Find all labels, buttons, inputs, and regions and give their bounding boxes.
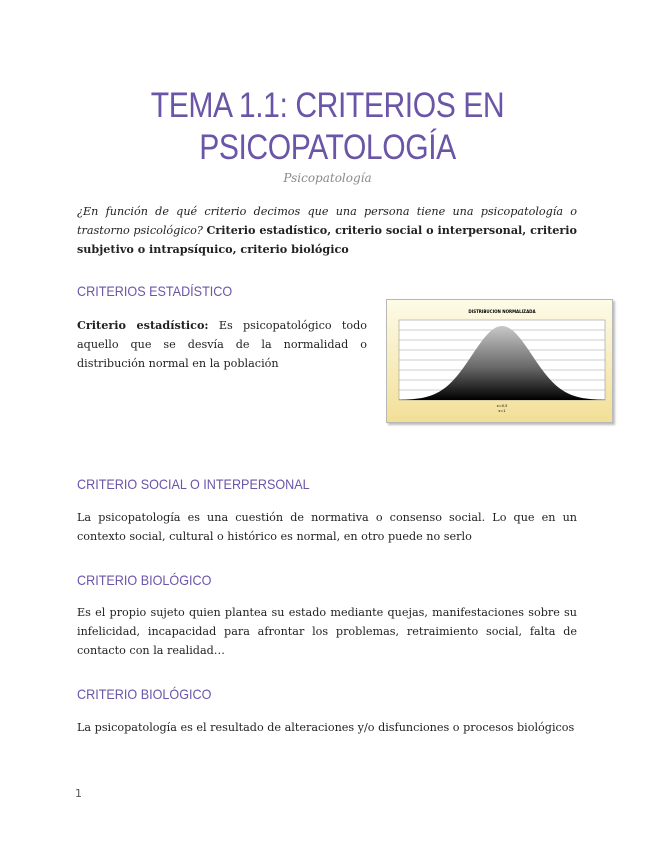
page-subtitle: Psicopatología: [283, 171, 372, 185]
figure-axis-label-1: x=0.5: [496, 404, 508, 408]
normal-distribution-figure: [386, 299, 613, 423]
section-heading-biologico-2: CRITERIO BIOLÓGICO: [77, 686, 212, 702]
intro-answer: Criterio estadístico, criterio social o interpersonal, criterio subjetivo o intrapsíquico, criterio biológico: [77, 223, 577, 256]
section-body-estadistico: Es psicopatológico todo aquello que se desvía de la normalidad o distribución normal en la población: [77, 319, 367, 370]
figure-title: DISTRIBUCION NORMALIZADA: [468, 309, 536, 314]
section-text-biologico-2: La psicopatología es el resultado de alteraciones y/o disfunciones o procesos biológicos: [77, 721, 575, 734]
figure-axis-label-2: s=1: [498, 409, 506, 413]
section-heading-biologico-1: CRITERIO BIOLÓGICO: [77, 572, 212, 588]
section-term-estadistico: Criterio estadístico:: [77, 318, 209, 332]
page-title-line-1: TEMA 1.1: CRITERIOS EN: [150, 86, 505, 125]
intro-paragraph: [77, 202, 577, 259]
intro-question: ¿En función de qué criterio decimos que una persona tiene una psicopatología o trastorno psicológico?: [77, 205, 577, 237]
section-text-estadistico: [77, 316, 367, 373]
section-heading-estadistico: CRITERIOS ESTADÍSTICO: [77, 283, 233, 299]
normal-distribution-chart: [387, 300, 612, 422]
section-text-social: La psicopatología es una cuestión de normativa o consenso social. Lo que en un contexto social, cultural o histórico es normal, en otro puede no serlo: [77, 511, 577, 543]
section-heading-social: CRITERIO SOCIAL O INTERPERSONAL: [77, 476, 310, 492]
page-title-line-2: PSICOPATOLOGÍA: [199, 128, 456, 167]
section-text-biologico-1: Es el propio sujeto quien plantea su estado mediante quejas, manifestaciones sobre su infelicidad, incapacidad para afrontar los problemas, retraimiento social, falta de contacto con la realidad…: [77, 606, 577, 657]
page-number: 1: [75, 787, 82, 800]
